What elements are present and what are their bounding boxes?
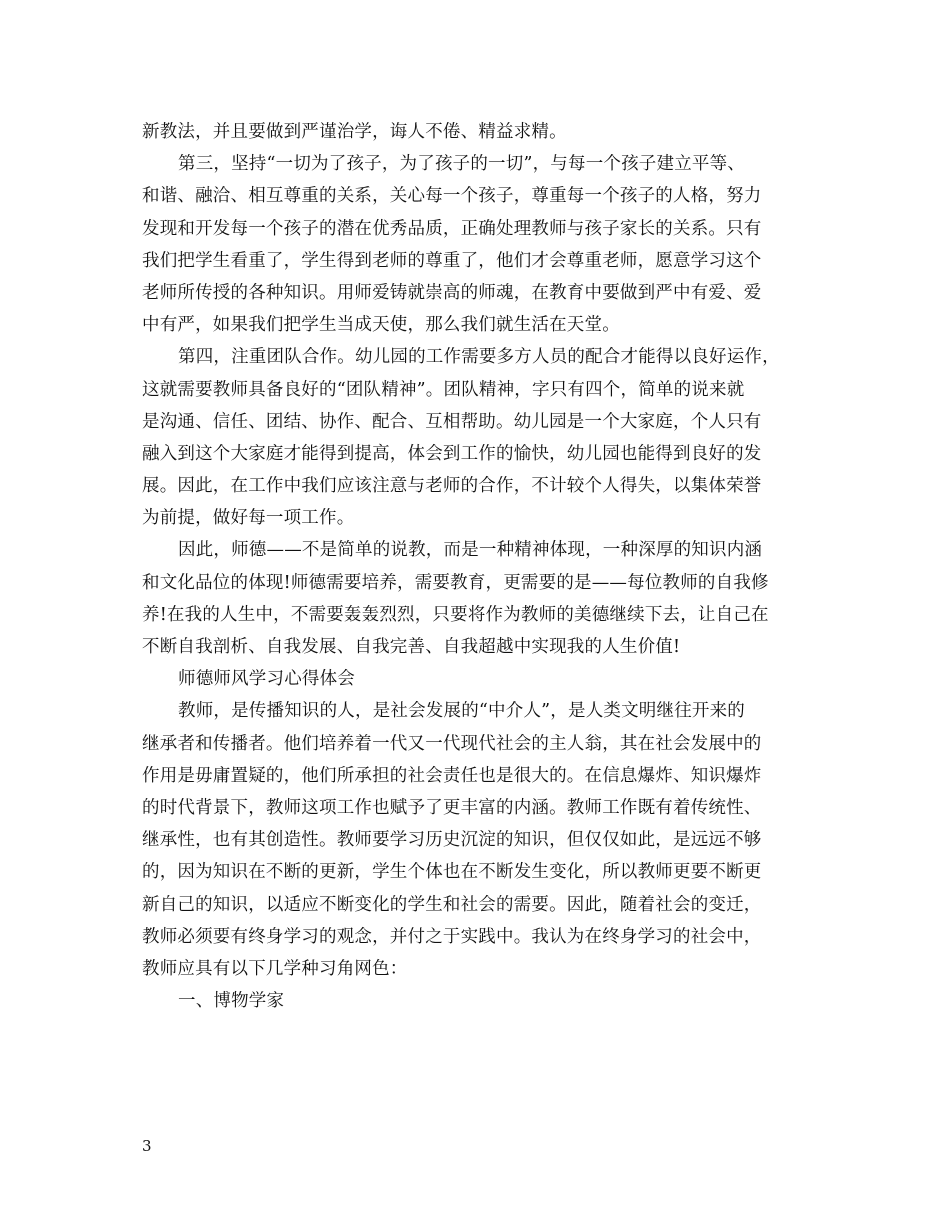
text-line: 作用是毋庸置疑的，他们所承担的社会责任也是很大的。在信息爆炸、知识爆炸 [142,765,762,786]
text-line: 不断自我剖析、自我发展、自我完善、自我超越中实现我的人生价值! [142,637,681,657]
text-line: 的，因为知识在不断的更新，学生个体也在不断发生变化，所以教师更要不断更 [142,862,762,883]
text-line: 教师应具有以下几学种习角网色： [142,958,408,979]
text-line: 的时代背景下，教师这项工作也赋予了更丰富的内涵。教师工作既有着传统性、 [142,797,762,818]
text-line: 新自己的知识，以适应不断变化的学生和社会的需要。因此，随着社会的变迁， [142,894,762,915]
section-heading: 师德师风学习心得体会 [178,669,355,690]
text-line: 为前提，做好每一项工作。 [142,508,355,529]
text-line: 是沟通、信任、团结、协作、配合、互相帮助。幼儿园是一个大家庭，个人只有 [142,411,762,432]
subheading: 一、博物学家 [178,991,285,1012]
text-line: 中有严，如果我们把学生当成天使，那么我们就生活在天堂。 [142,315,620,336]
text-line: 新教法，并且要做到严谨治学，诲人不倦、精益求精。 [142,122,567,142]
text-line: 和谐、融洽、相互尊重的关系，关心每一个孩子，尊重每一个孩子的人格，努力 [142,186,762,207]
text-line: 我们把学生看重了，学生得到老师的尊重了，他们才会尊重老师，愿意学习这个 [142,250,762,271]
text-line: 教师，是传播知识的人，是社会发展的“中介人”，是人类文明继往开来的 [178,701,745,722]
text-line: 和文化品位的体现!师德需要培养，需要教育，更需要的是——每位教师的自我修 [142,572,769,593]
text-line: 第三，坚持“一切为了孩子，为了孩子的一切”，与每一个孩子建立平等、 [178,154,745,175]
text-line: 展。因此，在工作中我们应该注意与老师的合作，不计较个人得失，以集体荣誉 [142,476,762,497]
body-text [142,116,814,1017]
page-number: 3 [142,1137,152,1155]
text-line: 老师所传授的各种知识。用师爱铸就崇高的师魂，在教育中要做到严中有爱、爱 [142,282,762,303]
text-line: 融入到这个大家庭才能得到提高，体会到工作的愉快，幼儿园也能得到良好的发 [142,443,762,464]
text-line: 因此，师德——不是简单的说教，而是一种精神体现，一种深厚的知识内涵 [178,540,763,561]
text-line: 继承性，也有其创造性。教师要学习历史沉淀的知识，但仅仅如此，是远远不够 [142,830,762,851]
text-line: 教师必须要有终身学习的观念，并付之于实践中。我认为在终身学习的社会中， [142,926,762,947]
text-line: 养!在我的人生中，不需要轰轰烈烈，只要将作为教师的美德继续下去，让自己在 [142,604,769,625]
text-line: 发现和开发每一个孩子的潜在优秀品质，正确处理教师与孩子家长的关系。只有 [142,218,762,239]
text-line: 第四，注重团队合作。幼儿园的工作需要多方人员的配合才能得以良好运作， [178,347,780,368]
text-line: 继承者和传播者。他们培养着一代又一代现代社会的主人翁，其在社会发展中的 [142,733,762,754]
text-line: 这就需要教师具备良好的“团队精神”。团队精神，字只有四个，简单的说来就 [142,379,745,400]
